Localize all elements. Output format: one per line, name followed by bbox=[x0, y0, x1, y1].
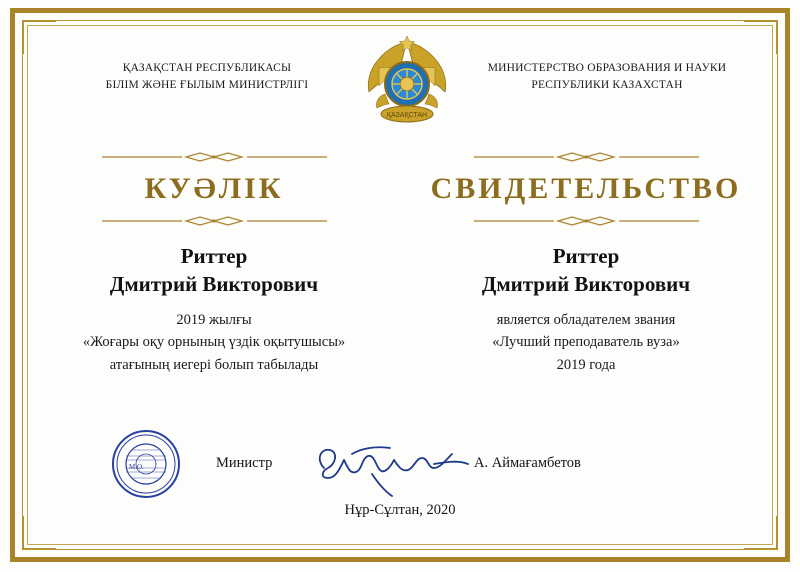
certificate-header bbox=[34, 32, 766, 128]
ornament-divider-top-left bbox=[102, 150, 327, 162]
certificate-title-russian: СВИДЕТЕЛЬСТВО bbox=[430, 172, 742, 205]
award-title-kazakh: «Жоғары оқу орнының үздік оқытушысы» bbox=[82, 334, 346, 351]
certificate-title-kazakh: КУӘЛІК bbox=[144, 172, 284, 205]
recipient-name-kazakh bbox=[34, 242, 394, 299]
recipient-fullname-kazakh: Дмитрий Викторович bbox=[109, 272, 319, 297]
round-seal-icon bbox=[110, 428, 182, 500]
ministry-name-kazakh bbox=[82, 32, 332, 93]
svg-text:ҚАЗАҚСТАН: ҚАЗАҚСТАН bbox=[386, 112, 428, 119]
ministry-russian-line2: РЕСПУБЛИКИ КАЗАХСТАН bbox=[531, 78, 683, 91]
recipient-name-russian bbox=[406, 242, 766, 299]
ministry-kazakh-line1: ҚАЗАҚСТАН РЕСПУБЛИКАСЫ bbox=[122, 62, 292, 74]
award-statement-russian: является обладателем звания bbox=[496, 311, 676, 328]
ornament-divider-bottom-right bbox=[474, 214, 699, 226]
minister-label: Министр bbox=[216, 455, 273, 471]
state-emblem bbox=[352, 32, 462, 130]
certificate-content bbox=[34, 32, 766, 538]
award-title-russian: «Лучший преподаватель вуза» bbox=[492, 334, 680, 351]
signature-icon bbox=[306, 434, 476, 500]
column-russian bbox=[400, 150, 766, 376]
place-and-date: Нұр-Сұлтан, 2020 bbox=[344, 502, 456, 518]
certificate-columns bbox=[34, 150, 766, 376]
ornament-divider-bottom-left bbox=[102, 214, 327, 226]
ministry-name-russian bbox=[482, 32, 732, 93]
award-year-russian: 2019 года bbox=[556, 356, 616, 373]
award-text-kazakh bbox=[34, 309, 394, 376]
seal-inner-text: М.О. bbox=[129, 463, 144, 471]
award-statement-kazakh: атағының иегері болып табылады bbox=[109, 356, 319, 373]
signature-row bbox=[34, 428, 766, 498]
kazakhstan-state-emblem-icon bbox=[355, 34, 459, 130]
ministry-kazakh-line2: БІЛІМ ЖӘНЕ ҒЫЛЫМ МИНИСТРЛІГІ bbox=[105, 78, 309, 91]
recipient-surname-kazakh: Риттер bbox=[180, 244, 248, 268]
signer-name: А. Аймағамбетов bbox=[474, 455, 581, 471]
award-year-kazakh: 2019 жылғы bbox=[176, 311, 252, 328]
official-seal bbox=[110, 428, 182, 500]
column-kazakh bbox=[34, 150, 400, 376]
recipient-surname-russian: Риттер bbox=[552, 244, 620, 268]
ministry-russian-line1: МИНИСТЕРСТВО ОБРАЗОВАНИЯ И НАУКИ bbox=[487, 62, 727, 74]
handwritten-signature bbox=[306, 434, 476, 500]
recipient-fullname-russian: Дмитрий Викторович bbox=[481, 272, 691, 297]
ornament-divider-top-right bbox=[474, 150, 699, 162]
award-text-russian bbox=[406, 309, 766, 376]
